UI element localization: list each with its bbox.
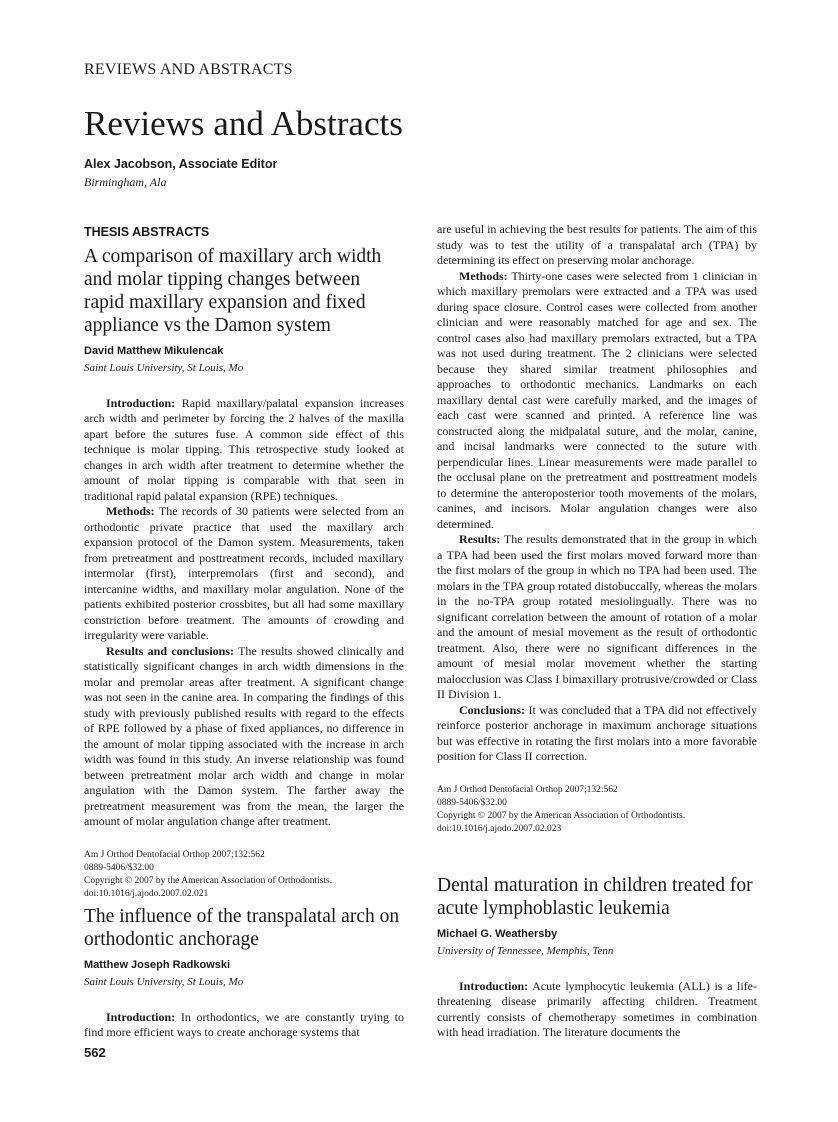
paragraph-introduction-continued: are useful in achieving the best results for patients. The aim of this study was to test the utility of a transpalatal arch (TPA) by determining its effect on preserving molar anchorage. [437,222,757,267]
citation: Am J Orthod Dentofacial Orthop 2007;132:562 0889-5406/$32.00 Copyright © 2007 by the American Association of Orthodontists. doi:10.1016/j.ajodo.2007.02.023 [437,784,686,834]
article-title: Dental maturation in children treated for acute lymphoblastic leukemia [437,875,753,919]
paragraph-introduction: Introduction: In orthodontics, we are constantly trying to find more efficient ways to create anchorage systems that [84,1009,404,1039]
page-number: 562 [84,1045,106,1060]
article-affiliation: University of Tennessee, Memphis, Tenn [437,945,614,957]
article-author: Michael G. Weathersby [437,928,558,940]
paragraph-methods: Methods: The records of 30 patients were selected from an orthodontic private practice that used the maxillary arch expansion protocol of the Damon system. Measurements, taken from pretreatment and posttreatment records, included maxillary intermolar (first), interpremolars (first and second), and intercanine widths, and maxillary molar angulation. None of the patients exhibited posterior crossbites, but all had some maxillary constriction before treatment. The amounts of crowding and irregularity were variable. [84,504,404,642]
article-1 [84,245,404,901]
article-2-start [84,905,404,1041]
editor-name: Alex Jacobson, Associate Editor [84,157,278,171]
article-title: The influence of the transpalatal arch on orthodontic anchorage [84,906,400,950]
right-column [437,222,757,836]
article-3 [437,874,757,1041]
running-head: REVIEWS AND ABSTRACTS [84,61,293,78]
article-affiliation: Saint Louis University, St Louis, Mo [84,976,244,988]
paragraph-introduction: Introduction: Rapid maxillary/palatal expansion increases arch width and perimeter by forcing the 2 halves of the maxilla apart before the sutures fuse. A common side effect of this technique is molar tipping. This retrospective study looked at changes in arch width after treatment to determine whether the amount of molar tipping is comparable with that seen in traditional rapid palatal expansion (RPE) techniques. [84,395,404,503]
article-author: David Matthew Mikulencak [84,345,224,357]
paragraph-introduction: Introduction: Acute lymphocytic leukemia (ALL) is a life-threatening disease primarily affecting children. Treatment currently consists of chemotherapy sometimes in combination with head irradiation. The literature documents the [437,978,757,1039]
editor-location: Birmingham, Ala [84,175,167,189]
citation: Am J Orthod Dentofacial Orthop 2007;132:562 0889-5406/$32.00 Copyright © 2007 by the American Association of Orthodontists. doi:10.1016/j.ajodo.2007.02.021 [84,849,333,899]
section-label: THESIS ABSTRACTS [84,225,210,239]
article-affiliation: Saint Louis University, St Louis, Mo [84,362,244,374]
paragraph-methods: Methods: Thirty-one cases were selected from 1 clinician in which maxillary premolars were extracted and a TPA was used during space closure. Control cases were collected from another clinician and were reasonably matched for age and sex. The control cases also had maxillary premolars extracted, but a TPA was not used during treatment. The 2 clinicians were selected because they shared similar treatment philosophies and approaches to orthodontic mechanics. Landmarks on each maxillary dental cast were carefully marked, and the images of each cast were scanned and printed. A reference line was constructed along the midpalatal suture, and the molar, canine, and incisal landmarks were connected to the suture with perpendicular lines. Linear measurements were made parallel to the occlusal plane on the pretreatment and posttreatment models to determine the anteroposterior tooth movements of the molars, canines, and incisors. Molar angulation changes were also determined. [437,268,757,531]
paragraph-results: Results: The results demonstrated that in the group in which a TPA had been used the first molars moved forward more than the first molars of the group in which no TPA had been used. The molars in the TPA group rotated distobuccally, whereas the molars in the no-TPA group rotated mesiolingually. There was no significant correlation between the amount of rotation of a molar and the amount of mesial movement as the result of orthodontic treatment. Also, there were no significant differences in the amount of mesial molar movement whether the starting malocclusion was Class I bimaxillary protrusive/crowded or Class II Division 1. [437,532,757,701]
left-column [84,225,404,901]
paragraph-conclusions: Conclusions: It was concluded that a TPA did not effectively reinforce posterior anchorage in maximum anchorage situations but was effective in rotating the first molars into a more favorable position for Class II correction. [437,702,757,763]
article-title: A comparison of maxillary arch width and molar tipping changes between rapid maxillary expansion and fixed appliance vs the Damon system [84,246,382,336]
paragraph-results: Results and conclusions: The results showed clinically and statistically significant changes in arch width dimensions in the molar and premolar areas after treatment. A significant change was not seen in the canine area. In comparing the findings of this study with previously published results with regard to the effects of RPE followed by a phase of fixed appliances, no difference in the amount of molar tipping associated with the increase in arch width was found in this study. An inverse relationship was found between pretreatment molar arch width and change in molar angulation with the Damon system. The farther away the pretreatment measurement was from the mean, the larger the amount of molar angulation change after treatment. [84,643,404,828]
page-title: Reviews and Abstracts [84,104,403,143]
article-author: Matthew Joseph Radkowski [84,959,231,971]
